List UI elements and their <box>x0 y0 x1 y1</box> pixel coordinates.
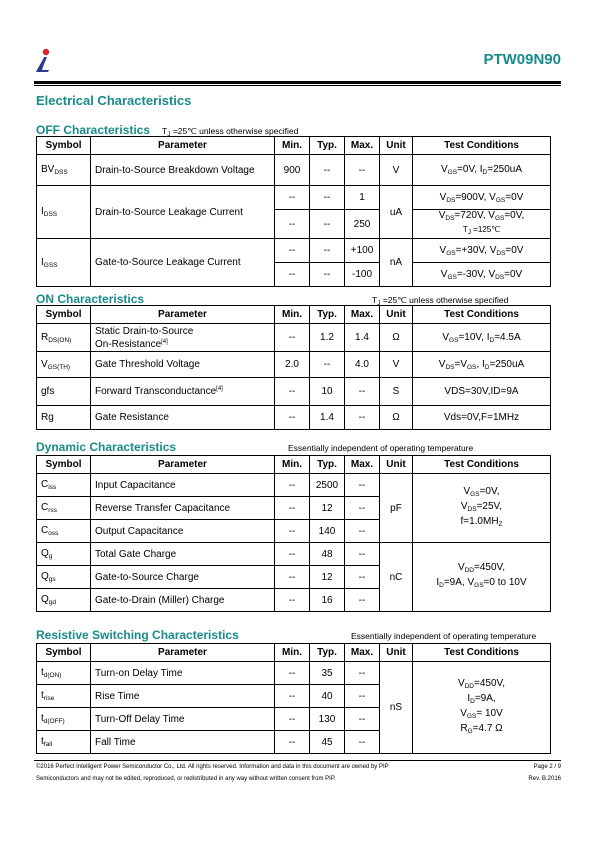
unit: nS <box>380 662 413 754</box>
typ-value: 1.4 <box>310 406 345 430</box>
min-value: -- <box>275 378 310 406</box>
table-row <box>37 406 551 430</box>
col-symbol: Symbol <box>37 137 91 155</box>
company-logo <box>34 48 54 74</box>
table-row <box>37 662 551 685</box>
max-value: -- <box>345 406 380 430</box>
page-title: Electrical Characteristics <box>36 93 192 108</box>
test-conditions: $V_{DD}=450V$, $I_D=9A$, $V_{GS}=0$ to 10V <box>413 543 551 612</box>
max-value: 250 <box>345 210 380 239</box>
typ-value: -- <box>310 239 345 263</box>
min-value: -- <box>275 731 310 754</box>
unit: pF <box>380 474 413 543</box>
symbol-qgs: $Q_{gs}$ <box>37 566 91 589</box>
table-header-row <box>37 306 551 324</box>
col-typ: Typ. <box>310 306 345 324</box>
max-value: 1 <box>345 186 380 210</box>
min-value: -- <box>275 324 310 352</box>
typ-value: 140 <box>310 520 345 543</box>
symbol-qg: $Q_g$ <box>37 543 91 566</box>
col-parameter: Parameter <box>91 137 275 155</box>
typ-value: 2500 <box>310 474 345 497</box>
off-section-title: OFF Characteristics <box>36 123 151 137</box>
unit: Ω <box>380 406 413 430</box>
min-value: -- <box>275 589 310 612</box>
col-min: Min. <box>275 137 310 155</box>
param: Turn-on Delay Time <box>91 662 275 685</box>
unit: nC <box>380 543 413 612</box>
symbol-idss: $I_{DSS}$ <box>37 186 91 239</box>
min-value: -- <box>275 474 310 497</box>
col-symbol: Symbol <box>37 456 91 474</box>
param: Static Drain-to-Source On-Resistance[4] <box>91 324 275 352</box>
test-conditions: $V_{DS}=V_{GS}$, $I_D=250uA$ <box>413 352 551 378</box>
symbol-crss: $C_{rss}$ <box>37 497 91 520</box>
unit: V <box>380 155 413 186</box>
col-parameter: Parameter <box>91 456 275 474</box>
symbol-vgs-th: $V_{GS(TH)}$ <box>37 352 91 378</box>
header-rule <box>34 81 561 84</box>
typ-value: 1.2 <box>310 324 345 352</box>
typ-value: 12 <box>310 566 345 589</box>
max-value: -- <box>345 378 380 406</box>
table-row <box>37 474 551 497</box>
max-value: -- <box>345 474 380 497</box>
typ-value: -- <box>310 210 345 239</box>
col-max: Max. <box>345 644 380 662</box>
col-max: Max. <box>345 306 380 324</box>
param: Input Capacitance <box>91 474 275 497</box>
max-value: -- <box>345 589 380 612</box>
switching-section-note: Essentially independent of operating temperature <box>351 631 537 641</box>
param: Turn-Off Delay Time <box>91 708 275 731</box>
symbol-ciss: $C_{iss}$ <box>37 474 91 497</box>
table-row <box>37 378 551 406</box>
typ-value: 10 <box>310 378 345 406</box>
on-characteristics-table <box>36 305 551 430</box>
min-value: 900 <box>275 155 310 186</box>
col-test-conditions: Test Conditions <box>413 137 551 155</box>
dynamic-characteristics-table <box>36 455 551 612</box>
min-value: -- <box>275 210 310 239</box>
param: Forward Transconductance[4] <box>91 378 275 406</box>
table-header-row <box>37 644 551 662</box>
symbol-bvdss: $BV_{DSS}$ <box>37 155 91 186</box>
test-conditions: Vds=0V,F=1MHz <box>413 406 551 430</box>
typ-value: 12 <box>310 497 345 520</box>
table-row <box>37 155 551 186</box>
test-conditions: $V_{DS}=720V$, $V_{GS}=0V$, $T_J$ =125℃ <box>413 210 551 239</box>
typ-value: 16 <box>310 589 345 612</box>
max-value: -- <box>345 497 380 520</box>
param: Reverse Transfer Capacitance <box>91 497 275 520</box>
test-conditions: $V_{GS}=10V$, $I_D=4.5A$ <box>413 324 551 352</box>
dynamic-section-note: Essentially independent of operating temperature <box>288 443 474 453</box>
test-conditions: $V_{GS}=+30V$, $V_{DS}=0V$ <box>413 239 551 263</box>
switching-characteristics-table <box>36 643 551 754</box>
symbol-td-on: $t_{d(ON)}$ <box>37 662 91 685</box>
symbol-qgd: $Q_{gd}$ <box>37 589 91 612</box>
min-value: -- <box>275 406 310 430</box>
param: Output Capacitance <box>91 520 275 543</box>
max-value: -- <box>345 708 380 731</box>
typ-value: -- <box>310 186 345 210</box>
max-value: -- <box>345 662 380 685</box>
footer-rule <box>34 760 561 761</box>
param: Total Gate Charge <box>91 543 275 566</box>
symbol-td-off: $t_{d(OFF)}$ <box>37 708 91 731</box>
col-parameter: Parameter <box>91 644 275 662</box>
typ-value: 130 <box>310 708 345 731</box>
test-conditions: $V_{DD}=450V$, $I_D=9A$, $V_{GS}= 10V$ $R_G=4.7$ Ω <box>413 662 551 754</box>
test-conditions: $V_{GS}=0V$, $V_{DS}=25V$, $f=1.0MH_Z$ <box>413 474 551 543</box>
max-value: -- <box>345 731 380 754</box>
min-value: 2.0 <box>275 352 310 378</box>
header-rule-thin <box>34 85 561 86</box>
switching-section-title: Resistive Switching Characteristics <box>36 628 239 642</box>
table-row <box>37 186 551 210</box>
typ-value: 45 <box>310 731 345 754</box>
col-max: Max. <box>345 456 380 474</box>
col-min: Min. <box>275 456 310 474</box>
col-test-conditions: Test Conditions <box>413 456 551 474</box>
max-value: -- <box>345 543 380 566</box>
symbol-t-fall: $t_{fall}$ <box>37 731 91 754</box>
symbol-t-rise: $t_{rise}$ <box>37 685 91 708</box>
footer-page-number: Page 2 / 9 <box>533 764 561 770</box>
table-row <box>37 324 551 352</box>
table-row <box>37 239 551 263</box>
unit: V <box>380 352 413 378</box>
col-parameter: Parameter <box>91 306 275 324</box>
max-value: 1.4 <box>345 324 380 352</box>
param: Gate-to-Drain (Miller) Charge <box>91 589 275 612</box>
param: Gate Threshold Voltage <box>91 352 275 378</box>
min-value: -- <box>275 497 310 520</box>
param: Gate Resistance <box>91 406 275 430</box>
param: Gate-to-Source Leakage Current <box>91 239 275 287</box>
param: Gate-to-Source Charge <box>91 566 275 589</box>
footer-copyright: ©2016 Perfect Intelligent Power Semiconductor Co., Ltd. All rights reserved. Information and data in this document are owned by PIP <box>36 764 389 770</box>
footer-notice: Semiconductors and may not be edited, reproduced, or redistributed in any way without written consent from PIP. <box>36 776 336 782</box>
on-section-note: $T_J$ =25℃ unless otherwise specified <box>372 295 509 307</box>
typ-value: -- <box>310 263 345 287</box>
unit: S <box>380 378 413 406</box>
param: Fall Time <box>91 731 275 754</box>
min-value: -- <box>275 186 310 210</box>
table-header-row <box>37 456 551 474</box>
footer-revision: Rev. B.2016 <box>528 776 561 782</box>
symbol-gfs: gfs <box>37 378 91 406</box>
col-max: Max. <box>345 137 380 155</box>
col-test-conditions: Test Conditions <box>413 306 551 324</box>
min-value: -- <box>275 566 310 589</box>
on-section-title: ON Characteristics <box>36 292 145 306</box>
col-typ: Typ. <box>310 137 345 155</box>
off-characteristics-table <box>36 136 551 287</box>
min-value: -- <box>275 685 310 708</box>
max-value: -- <box>345 520 380 543</box>
max-value: 4.0 <box>345 352 380 378</box>
max-value: +100 <box>345 239 380 263</box>
max-value: -- <box>345 566 380 589</box>
col-test-conditions: Test Conditions <box>413 644 551 662</box>
symbol-rds-on: $R_{DS(ON)}$ <box>37 324 91 352</box>
typ-value: -- <box>310 352 345 378</box>
min-value: -- <box>275 543 310 566</box>
test-conditions: $V_{GS}=-30V$, $V_{DS}=0V$ <box>413 263 551 287</box>
col-min: Min. <box>275 644 310 662</box>
typ-value: 35 <box>310 662 345 685</box>
unit: Ω <box>380 324 413 352</box>
min-value: -- <box>275 520 310 543</box>
symbol-coss: $C_{oss}$ <box>37 520 91 543</box>
off-section-note: $T_J$ =25℃ unless otherwise specified <box>162 126 299 138</box>
col-unit: Unit <box>380 644 413 662</box>
symbol-rg: Rg <box>37 406 91 430</box>
dynamic-section-title: Dynamic Characteristics <box>36 440 177 454</box>
param: Rise Time <box>91 685 275 708</box>
typ-value: 40 <box>310 685 345 708</box>
param: Drain-to-Source Breakdown Voltage <box>91 155 275 186</box>
col-typ: Typ. <box>310 644 345 662</box>
col-unit: Unit <box>380 306 413 324</box>
unit: nA <box>380 239 413 287</box>
min-value: -- <box>275 708 310 731</box>
typ-value: 48 <box>310 543 345 566</box>
symbol-igss: $I_{GSS}$ <box>37 239 91 287</box>
test-conditions: VDS=30V,ID=9A <box>413 378 551 406</box>
param: Drain-to-Source Leakage Current <box>91 186 275 239</box>
unit: uA <box>380 186 413 239</box>
test-conditions: $V_{DS}=900V$, $V_{GS}=0V$ <box>413 186 551 210</box>
min-value: -- <box>275 263 310 287</box>
col-symbol: Symbol <box>37 644 91 662</box>
col-unit: Unit <box>380 137 413 155</box>
col-unit: Unit <box>380 456 413 474</box>
part-number: PTW09N90 <box>483 51 561 68</box>
table-row <box>37 543 551 566</box>
max-value: -100 <box>345 263 380 287</box>
table-header-row <box>37 137 551 155</box>
col-typ: Typ. <box>310 456 345 474</box>
max-value: -- <box>345 685 380 708</box>
table-row <box>37 352 551 378</box>
min-value: -- <box>275 239 310 263</box>
col-min: Min. <box>275 306 310 324</box>
typ-value: -- <box>310 155 345 186</box>
min-value: -- <box>275 662 310 685</box>
max-value: -- <box>345 155 380 186</box>
col-symbol: Symbol <box>37 306 91 324</box>
test-conditions: $V_{GS}=0V$, $I_D=250uA$ <box>413 155 551 186</box>
